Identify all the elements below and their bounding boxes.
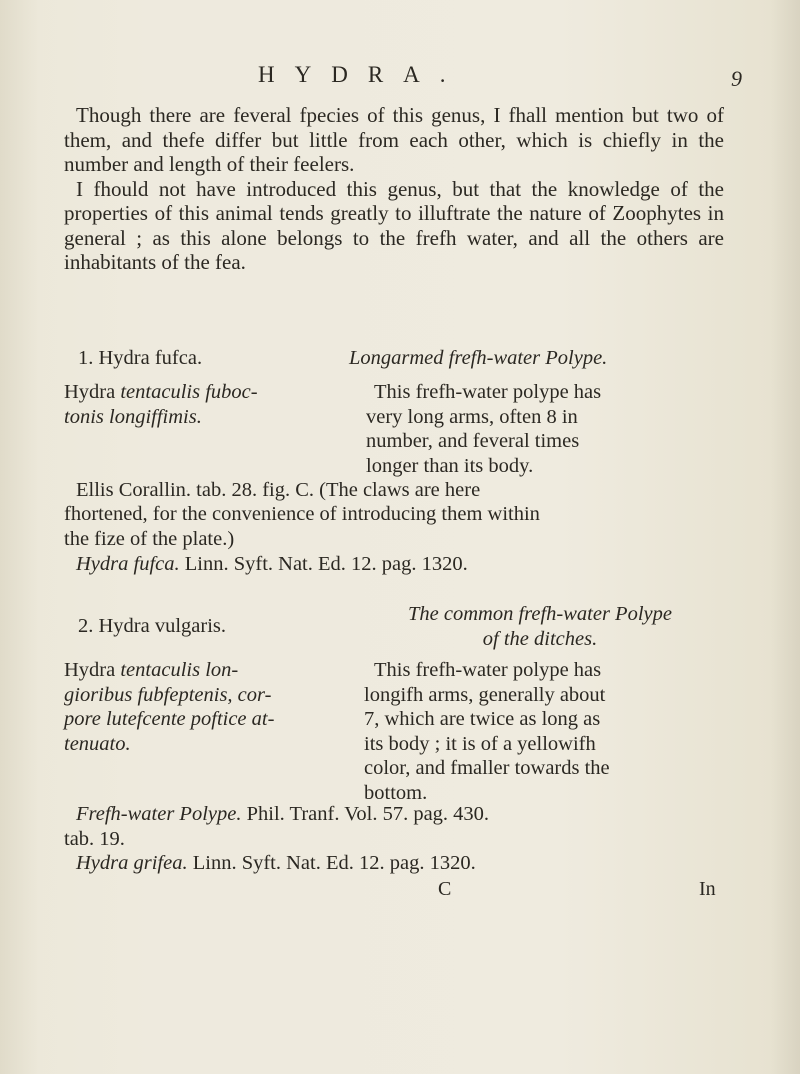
species2-desc-line1: This frefh-water polype has — [374, 659, 602, 681]
species1-linn-rest: Linn. Syft. Nat. Ed. 12. pag. 1320. — [184, 553, 468, 575]
species2-ref-line2: tab. 19. — [64, 828, 125, 850]
page-edge-stain — [0, 0, 40, 1074]
species1-latin — [64, 380, 329, 429]
species2-linn-italic: Hydra grifea. — [76, 852, 188, 874]
species1-linn-italic: Hydra fufca. — [76, 553, 180, 575]
species2-latin-line4: tenuato. — [64, 732, 131, 755]
species2-name: 2. Hydra vulgaris. — [78, 615, 227, 637]
species2-phil-tranf-ref — [64, 802, 724, 827]
species2-common-line2: of the ditches. — [482, 627, 598, 650]
running-head: HYDRA. — [258, 62, 466, 87]
species1-desc-line2: very long arms, often 8 in — [366, 405, 578, 428]
species1-desc-line3: number, and feveral times — [366, 430, 580, 452]
species1-desc-line4: longer than its body. — [366, 454, 534, 477]
species2-number-name — [64, 614, 329, 639]
species2-desc-line4: its body ; it is of a yellowifh — [364, 732, 596, 755]
species1-description — [366, 380, 724, 478]
species1-ref-line1: Ellis Corallin. tab. 28. fig. C. (The claws are here — [76, 479, 481, 501]
page-footer — [0, 878, 800, 912]
signature-mark: C — [438, 878, 452, 900]
catchword: In — [699, 878, 716, 900]
species1-ref-line3: the fize of the plate.) — [64, 528, 235, 550]
species2-desc-line3: 7, which are twice as long as — [364, 708, 601, 730]
species1-common-name: Longarmed frefh-water Polype. — [349, 347, 608, 369]
species1-latin-prefix: Hydra — [64, 381, 116, 403]
species2-latin-line2: gioribus fubfeptenis, cor- — [64, 683, 272, 706]
species2-latin: Hydra tentaculis lon- gioribus fubfeptenis, cor- pore lutefcente poftice at- tenuato. — [64, 658, 329, 756]
species2-desc-line2: longifh arms, generally about — [364, 683, 606, 706]
species1-desc-line1: This frefh-water polype has — [374, 381, 602, 403]
species1-latin-line1: tentaculis fuboc- — [120, 381, 258, 403]
species2-common-line1: The common frefh-water Polype — [408, 603, 672, 625]
species2-linn-rest: Linn. Syft. Nat. Ed. 12. pag. 1320. — [192, 852, 476, 874]
species2-desc-line6: bottom. — [364, 781, 428, 804]
species2-desc-line5: color, and fmaller towards the — [364, 757, 610, 779]
species2-latin-line3: pore lutefcente poftice at- — [64, 708, 275, 730]
page-edge-shadow — [770, 0, 800, 1074]
intro-paragraph-1: Though there are feveral fpecies of this genus, I fhall mention but two of them, and thefe differ but little from each other, which is chiefly in the number and length of their feelers. — [64, 103, 724, 176]
species2-ref-rest: Phil. Tranf. Vol. 57. pag. 430. — [246, 803, 490, 825]
intro-text — [64, 103, 724, 275]
page-header — [0, 62, 800, 92]
species1-name: 1. Hydra fufca. — [78, 347, 203, 369]
species2-common-name — [355, 602, 725, 651]
species1-latin-line2: tonis longiffimis. — [64, 405, 202, 428]
species1-linnaeus-ref — [64, 552, 724, 577]
intro-paragraph-2: I fhould not have introduced this genus, but that the knowledge of the properties of this animal tends greatly to illuftrate the nature of Zoophytes in general ; as this alone belongs to the frefh water, and all the others are inhabitants of the fea. — [64, 176, 724, 274]
species2-latin-line1-rest: tentaculis lon- — [120, 659, 239, 681]
page-number: 9 — [731, 66, 742, 91]
species1-number-name — [64, 346, 329, 371]
species2-linnaeus-ref — [64, 851, 724, 876]
species2-ref-italic: Frefh-water Polype. — [76, 803, 242, 825]
species1-ref-line2: fhortened, for the convenience of introducing them within — [64, 503, 540, 525]
species2-description — [364, 658, 722, 805]
